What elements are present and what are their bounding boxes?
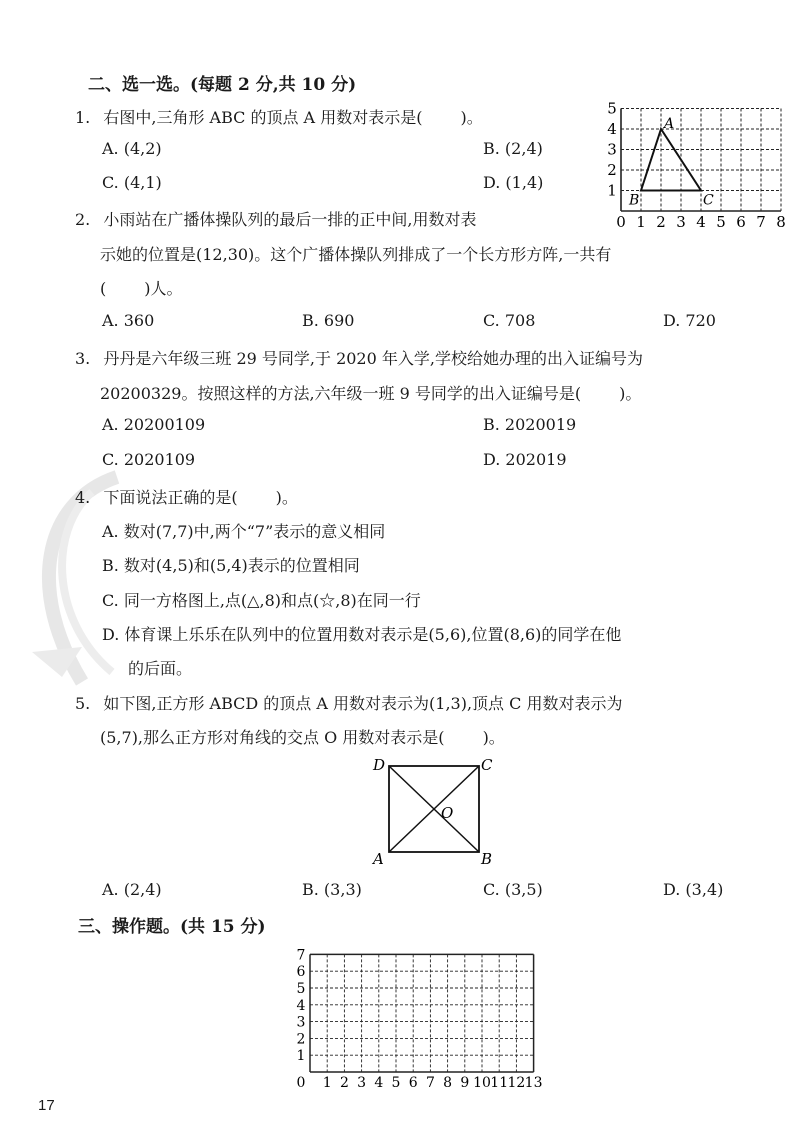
y-tick-label: 5 [296,981,306,997]
question-stem: 下面说法正确的是( [103,488,238,507]
y-tick-label: 1 [607,181,617,200]
question-number: 3. [75,349,91,368]
q2-option-a[interactable]: A. 360 [102,311,155,330]
q5-option-a[interactable]: A. (2,4) [102,880,162,899]
q2-option-c[interactable]: C. 708 [483,311,536,330]
point-label-a: A [664,116,675,132]
q4-option-c[interactable]: C. 同一方格图上,点(△,8)和点(☆,8)在同一行 [102,591,421,610]
q4-option-a[interactable]: A. 数对(7,7)中,两个“7”表示的意义相同 [102,522,386,541]
vertex-label-b: B [481,850,493,868]
x-tick-label: 6 [736,213,746,231]
operation-coordinate-grid[interactable] [292,942,552,1092]
y-tick-label: 4 [296,997,306,1014]
x-tick-label: 10 [473,1075,491,1091]
x-tick-label: 4 [374,1075,384,1091]
q1-coordinate-grid [585,99,786,235]
question-line-2 [100,381,641,404]
x-tick-label: 5 [391,1075,401,1091]
paren-close: )。 [619,384,642,403]
question-line-2 [100,725,505,748]
y-tick-label: 5 [607,99,617,118]
page-number: 17 [38,1097,55,1114]
q1-option-b[interactable]: B. (2,4) [483,139,543,158]
question-number: 1. [75,108,91,127]
question-stem-end: )。 [460,108,483,127]
x-tick-label: 1 [636,213,646,231]
question-line-1: 如下图,正方形 ABCD 的顶点 A 用数对表示为(1,3),顶点 C 用数对表示为 [103,694,623,713]
q2-option-b[interactable]: B. 690 [302,311,355,330]
question-line-2-text: (5,7),那么正方形对角线的交点 O 用数对表示是( [100,728,445,747]
q1-option-c[interactable]: C. (4,1) [102,173,162,192]
q3-option-b[interactable]: B. 2020019 [483,415,577,434]
question-line-1: 小雨站在广播体操队列的最后一排的正中间,用数对表 [103,210,477,229]
question-5 [75,691,622,714]
y-tick-label: 7 [296,947,306,964]
question-stem-end: )。 [275,488,298,507]
x-tick-label: 3 [357,1075,367,1091]
y-tick-label: 6 [296,964,306,981]
question-2 [75,207,476,230]
question-3 [75,346,643,369]
paren-close: )人。 [144,279,183,298]
x-tick-label: 8 [776,213,786,231]
vertex-label-a: A [373,850,384,868]
question-number: 2. [75,210,91,229]
x-tick-label: 1 [322,1075,332,1091]
x-tick-label: 3 [676,213,686,231]
q3-option-a[interactable]: A. 20200109 [102,415,206,434]
q2-option-d[interactable]: D. 720 [663,311,716,330]
square-abcd-figure [365,752,500,870]
q1-option-d[interactable]: D. (1,4) [483,173,544,192]
q5-option-d[interactable]: D. (3,4) [663,880,724,899]
triangle-abc [641,129,701,191]
x-tick-label: 11 [490,1075,509,1091]
y-tick-label: 1 [296,1048,306,1065]
y-tick-label: 4 [607,120,617,138]
section-2-title: 二、选一选。(每题 2 分,共 10 分) [88,75,357,95]
x-tick-label: 2 [339,1075,349,1091]
q3-option-c[interactable]: C. 2020109 [102,450,196,469]
question-1 [75,105,483,128]
question-stem: 右图中,三角形 ABC 的顶点 A 用数对表示是( [103,108,423,127]
q1-option-a[interactable]: A. (4,2) [102,139,162,158]
q5-option-c[interactable]: C. (3,5) [483,880,543,899]
paren-close: )。 [482,728,505,747]
x-tick-label: 9 [460,1075,470,1091]
section-3-title: 三、操作题。(共 15 分) [78,917,266,937]
center-label-o: O [441,804,454,822]
q4-option-d[interactable]: D. 体育课上乐乐在队列中的位置用数对表示是(5,6),位置(8,6)的同学在他 [102,625,622,644]
question-number: 4. [75,488,91,507]
q4-option-b[interactable]: B. 数对(4,5)和(5,4)表示的位置相同 [102,556,360,575]
question-line-3 [100,276,183,299]
point-label-c: C [703,192,714,209]
y-tick-label: 2 [296,1031,306,1048]
question-line-2-text: 20200329。按照这样的方法,六年级一班 9 号同学的出入证编号是( [100,384,582,403]
x-tick-label: 2 [656,213,666,231]
x-tick-label: 6 [408,1075,418,1091]
q3-option-d[interactable]: D. 202019 [483,450,567,469]
x-tick-label: 4 [696,213,706,231]
y-tick-label: 3 [296,1014,306,1031]
vertex-label-d: D [373,756,386,774]
x-tick-label: 13 [524,1075,543,1091]
question-line-1: 丹丹是六年级三班 29 号同学,于 2020 年入学,学校给她办理的出入证编号为 [103,349,643,368]
x-tick-label: 0 [616,213,626,231]
y-tick-label: 2 [607,161,617,179]
x-tick-label: 12 [507,1075,526,1091]
x-tick-label: 0 [296,1075,306,1091]
point-label-b: B [629,192,640,209]
vertex-label-c: C [481,756,493,774]
y-tick-label: 3 [607,140,617,159]
x-tick-label: 8 [443,1075,453,1091]
question-4 [75,485,298,508]
q4-option-d-continued: 的后面。 [128,659,193,678]
q5-option-b[interactable]: B. (3,3) [302,880,362,899]
question-number: 5. [75,694,91,713]
paren-open: ( [100,279,107,298]
x-tick-label: 5 [716,213,726,231]
question-line-2: 示她的位置是(12,30)。这个广播体操队列排成了一个长方形方阵,一共有 [100,245,612,264]
x-tick-label: 7 [425,1075,435,1091]
x-tick-label: 7 [756,213,766,231]
